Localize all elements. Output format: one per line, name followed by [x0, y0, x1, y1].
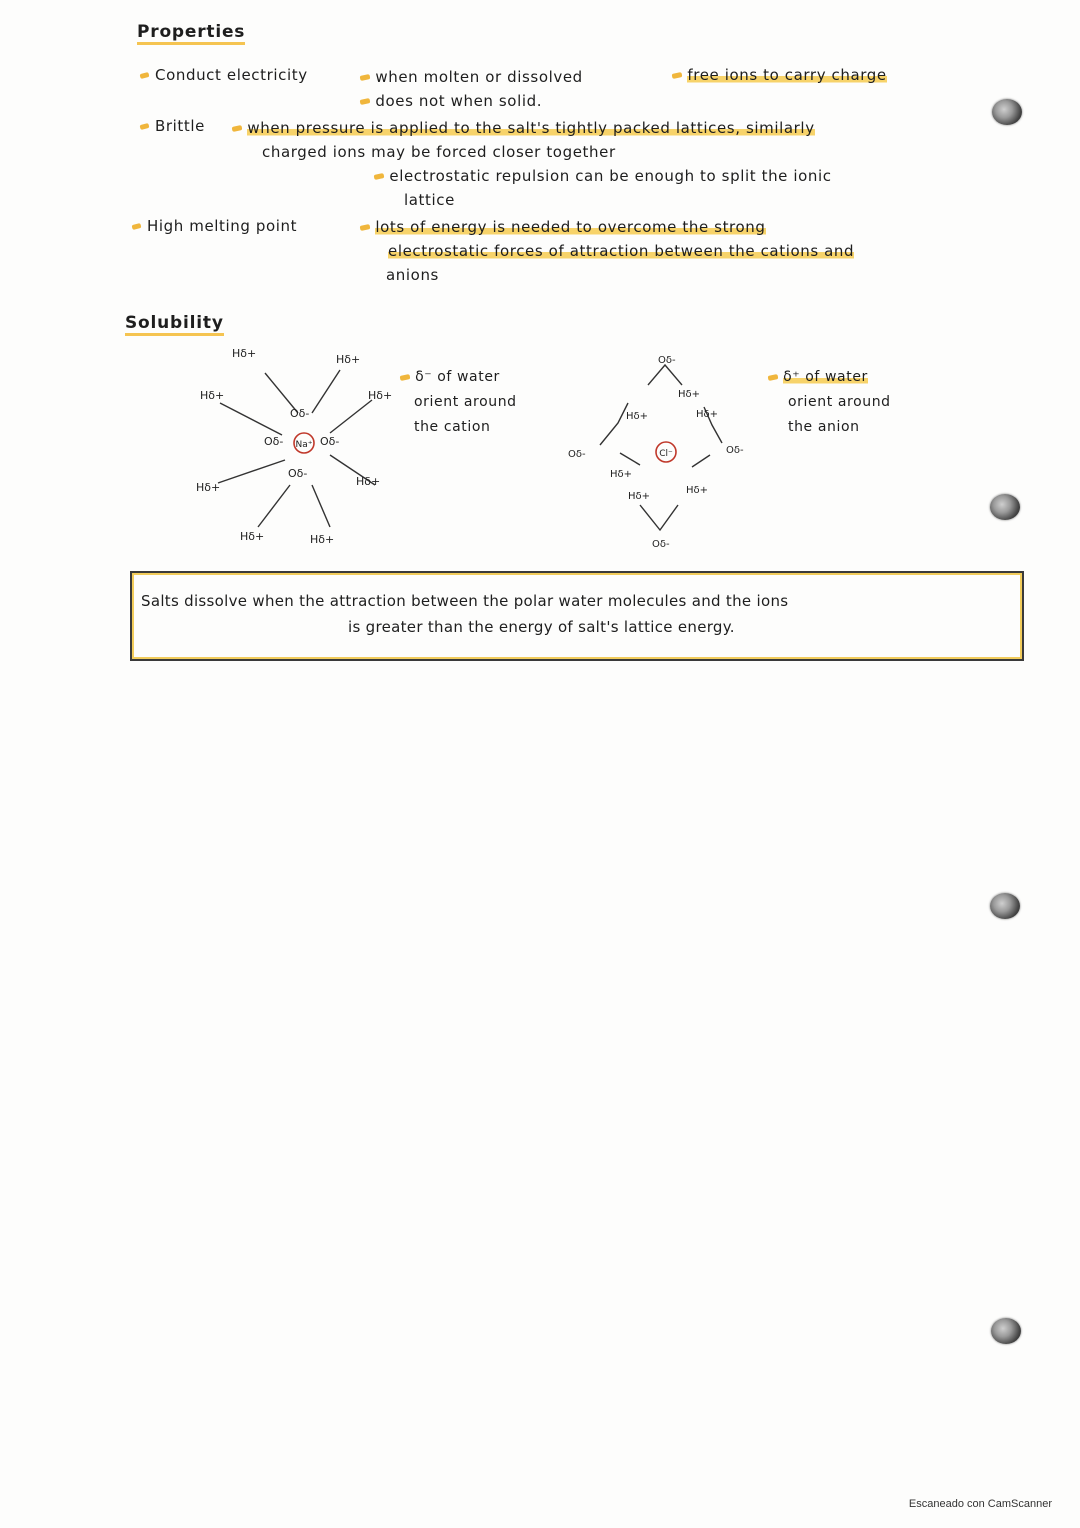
oxygen-label: Oδ- — [320, 435, 340, 448]
hydrogen-label: Hδ+ — [336, 353, 361, 366]
oxygen-label: Oδ- — [652, 539, 670, 550]
bond-line — [218, 460, 285, 483]
arrow-icon — [374, 173, 385, 180]
bond-line — [258, 485, 290, 527]
anion-note-line1 — [768, 369, 868, 385]
hydrogen-label: Hδ+ — [310, 533, 335, 546]
anion-note-line1-text: δ⁺ of water — [783, 369, 868, 385]
bond-line — [330, 400, 372, 433]
oxygen-label: Oδ- — [264, 435, 284, 448]
summary-box — [130, 571, 1024, 661]
water-bond — [600, 403, 628, 445]
anion-note-line2: orient around — [788, 394, 891, 410]
conduct-line1-text: when molten or dissolved — [375, 68, 583, 86]
water-bond — [648, 365, 682, 385]
summary-line2: is greater than the energy of salt's lattice energy. — [348, 618, 735, 636]
brittle-line4: lattice — [404, 191, 455, 209]
hydrogen-label: Hδ+ — [232, 347, 257, 360]
conduct-label-text: Conduct electricity — [155, 66, 308, 84]
brittle-label-text: Brittle — [155, 117, 205, 135]
hydrogen-label: Hδ+ — [196, 481, 221, 494]
hydrogen-label: Hδ+ — [678, 389, 701, 400]
punch-hole-icon — [991, 1318, 1021, 1344]
hydrogen-label: Hδ+ — [626, 411, 649, 422]
anion-hydration-diagram — [560, 345, 780, 555]
brittle-line3 — [374, 167, 832, 185]
cation-symbol: Na⁺ — [295, 440, 313, 450]
bullet-icon — [140, 72, 150, 79]
brittle-line3-text: electrostatic repulsion can be enough to split the ionic — [389, 167, 832, 185]
properties-heading: Properties — [137, 22, 245, 45]
arrow-icon — [360, 98, 371, 105]
bullet-icon — [132, 223, 142, 230]
melting-line1 — [360, 218, 766, 236]
bond-line — [692, 455, 710, 467]
cation-hydration-diagram — [190, 335, 410, 550]
punch-hole-icon — [992, 99, 1022, 125]
melting-line3: anions — [386, 266, 439, 284]
oxygen-label: Oδ- — [568, 449, 586, 460]
conduct-line1 — [360, 68, 583, 86]
arrow-icon — [400, 374, 411, 381]
conduct-line2 — [360, 92, 542, 110]
anion-note-line3: the anion — [788, 419, 860, 435]
brittle-line2: charged ions may be forced closer together — [262, 143, 616, 161]
oxygen-label: Oδ- — [290, 407, 310, 420]
hydrogen-label: Hδ+ — [686, 485, 709, 496]
arrow-icon — [672, 72, 683, 79]
melting-label-text: High melting point — [147, 217, 298, 235]
hydrogen-label: Hδ+ — [356, 475, 381, 488]
cation-note-line3: the cation — [414, 419, 491, 435]
arrow-icon — [360, 224, 371, 231]
brittle-line1 — [232, 119, 815, 137]
water-bond — [640, 505, 678, 530]
bullet-icon — [140, 123, 150, 130]
bond-line — [312, 485, 330, 527]
cation-note-line2: orient around — [414, 394, 517, 410]
melting-line1-text: lots of energy is needed to overcome the strong — [375, 218, 766, 236]
melting-line2: electrostatic forces of attraction between the cations and — [388, 242, 855, 260]
conduct-label — [140, 66, 308, 84]
arrow-icon — [360, 74, 371, 81]
punch-hole-icon — [990, 893, 1020, 919]
bond-line — [312, 370, 340, 413]
punch-hole-icon — [990, 494, 1020, 520]
bond-line — [620, 453, 640, 465]
oxygen-label: Oδ- — [726, 445, 744, 456]
hydrogen-label: Hδ+ — [240, 530, 265, 543]
brittle-line1-text: when pressure is applied to the salt's tightly packed lattices, similarly — [247, 119, 815, 137]
cation-note-line1 — [400, 369, 500, 385]
anion-symbol: Cl⁻ — [659, 449, 673, 459]
hydrogen-label: Hδ+ — [628, 491, 651, 502]
melting-label — [132, 217, 297, 235]
hydrogen-label: Hδ+ — [200, 389, 225, 402]
conduct-result-text: free ions to carry charge — [687, 66, 887, 84]
summary-line1: Salts dissolve when the attraction between the polar water molecules and the ions — [141, 592, 789, 610]
oxygen-label: Oδ- — [658, 355, 676, 366]
cation-note-line1-text: δ⁻ of water — [415, 369, 500, 385]
hydrogen-label: Hδ+ — [610, 469, 633, 480]
bond-line — [220, 403, 282, 435]
conduct-line2-text: does not when solid. — [375, 92, 543, 110]
hydrogen-label: Hδ+ — [368, 389, 393, 402]
conduct-result — [672, 66, 887, 84]
arrow-icon — [768, 374, 779, 381]
hydrogen-label: Hδ+ — [696, 409, 719, 420]
oxygen-label: Oδ- — [288, 467, 308, 480]
arrow-icon — [232, 125, 243, 132]
brittle-label — [140, 117, 205, 135]
solubility-heading: Solubility — [125, 313, 224, 336]
scanner-watermark: Escaneado con CamScanner — [908, 1498, 1052, 1510]
